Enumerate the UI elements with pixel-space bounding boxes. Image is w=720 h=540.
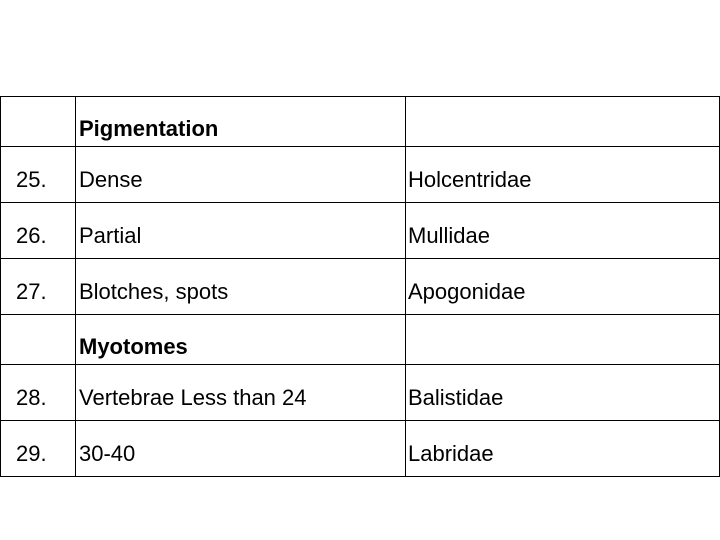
table-row [1,365,720,421]
character-description: 30-40 [76,421,406,477]
empty-number-cell [1,97,76,147]
couplet-number: 28. [1,365,76,421]
character-description: Blotches, spots [76,259,406,315]
family-name: Mullidae [406,203,720,259]
character-description: Vertebrae Less than 24 [76,365,406,421]
table-row [1,421,720,477]
couplet-number: 25. [1,147,76,203]
family-name: Holcentridae [406,147,720,203]
section-heading: Myotomes [76,315,406,365]
character-description: Partial [76,203,406,259]
table-row [1,203,720,259]
section-heading-row [1,97,720,147]
empty-family-cell [406,97,720,147]
table-row [1,147,720,203]
section-heading-row [1,315,720,365]
couplet-number: 29. [1,421,76,477]
table-row [1,259,720,315]
empty-family-cell [406,315,720,365]
character-description: Dense [76,147,406,203]
identification-key-table [0,96,720,477]
couplet-number: 26. [1,203,76,259]
family-name: Apogonidae [406,259,720,315]
section-heading: Pigmentation [76,97,406,147]
empty-number-cell [1,315,76,365]
family-name: Labridae [406,421,720,477]
family-name: Balistidae [406,365,720,421]
couplet-number: 27. [1,259,76,315]
